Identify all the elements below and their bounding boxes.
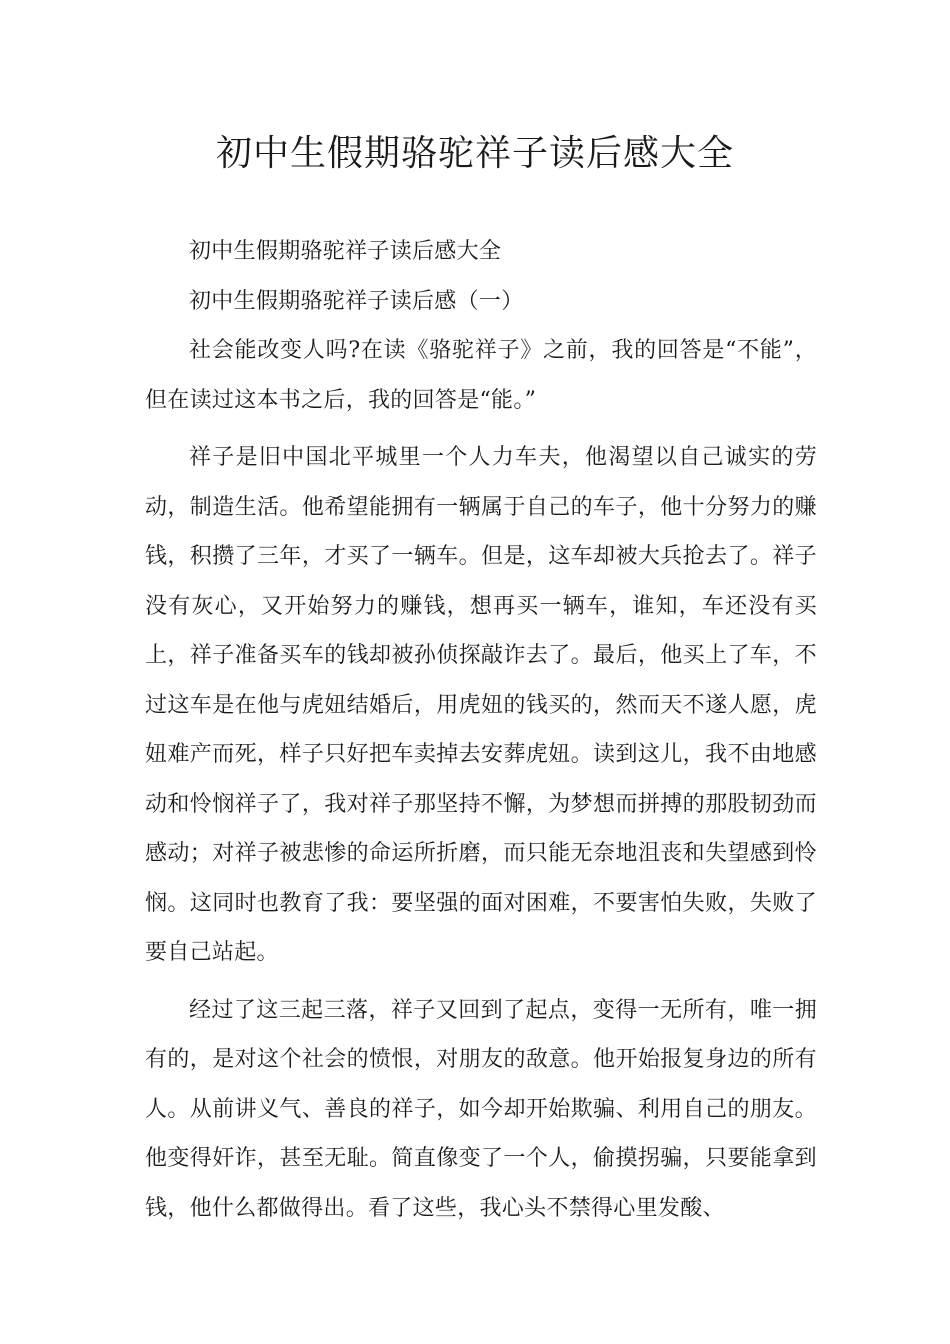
paragraph: 社会能改变人吗?在读《骆驼祥子》之前，我的回答是“不能”，但在读过这本书之后，我的回答是“能。” [145, 338, 817, 413]
paragraph: 祥子是旧中国北平城里一个人力车夫，他渴望以自己诚实的劳动，制造生活。他希望能拥有一辆属于自己的车子，他十分努力的赚钱，积攒了三年，才买了一辆车。但是，这车却被大兵抢去了。祥子没有灰心，又开始努力的赚钱，想再买一辆车，谁知，车还没有买上，祥子准备买车的钱却被孙侦探敲诈去了。最后，他买上了车，不过这车是在他与虎妞结婚后，用虎妞的钱买的，然而天不遂人愿，虎妞难产而死，样子只好把车卖掉去安葬虎妞。读到这儿，我不由地感动和怜悯祥子了，我对祥子那坚持不懈，为梦想而拼搏的那股韧劲而感动；对祥子被悲惨的命运所折磨，而只能无奈地沮丧和失望感到怜悯。这同时也教育了我：要坚强的面对困难，不要害怕失败，失败了要自己站起。 [145, 445, 817, 965]
document-body [145, 227, 817, 1233]
document-title: 初中生假期骆驼祥子读后感大全 [215, 133, 734, 174]
paragraph-subheading: 初中生假期骆驼祥子读后感（一） [189, 288, 524, 314]
paragraph-heading: 初中生假期骆驼祥子读后感大全 [189, 239, 502, 264]
paragraph: 经过了这三起三落，祥子又回到了起点，变得一无所有，唯一拥有的，是对这个社会的愤恨，对朋友的敌意。他开始报复身边的所有人。从前讲义气、善良的祥子，如今却开始欺骗、利用自己的朋友。他变得奸诈，甚至无耻。简直像变了一个人，偷摸拐骗，只要能拿到钱，他什么都做得出。看了这些，我心头不禁得心里发酸、 [145, 997, 817, 1221]
